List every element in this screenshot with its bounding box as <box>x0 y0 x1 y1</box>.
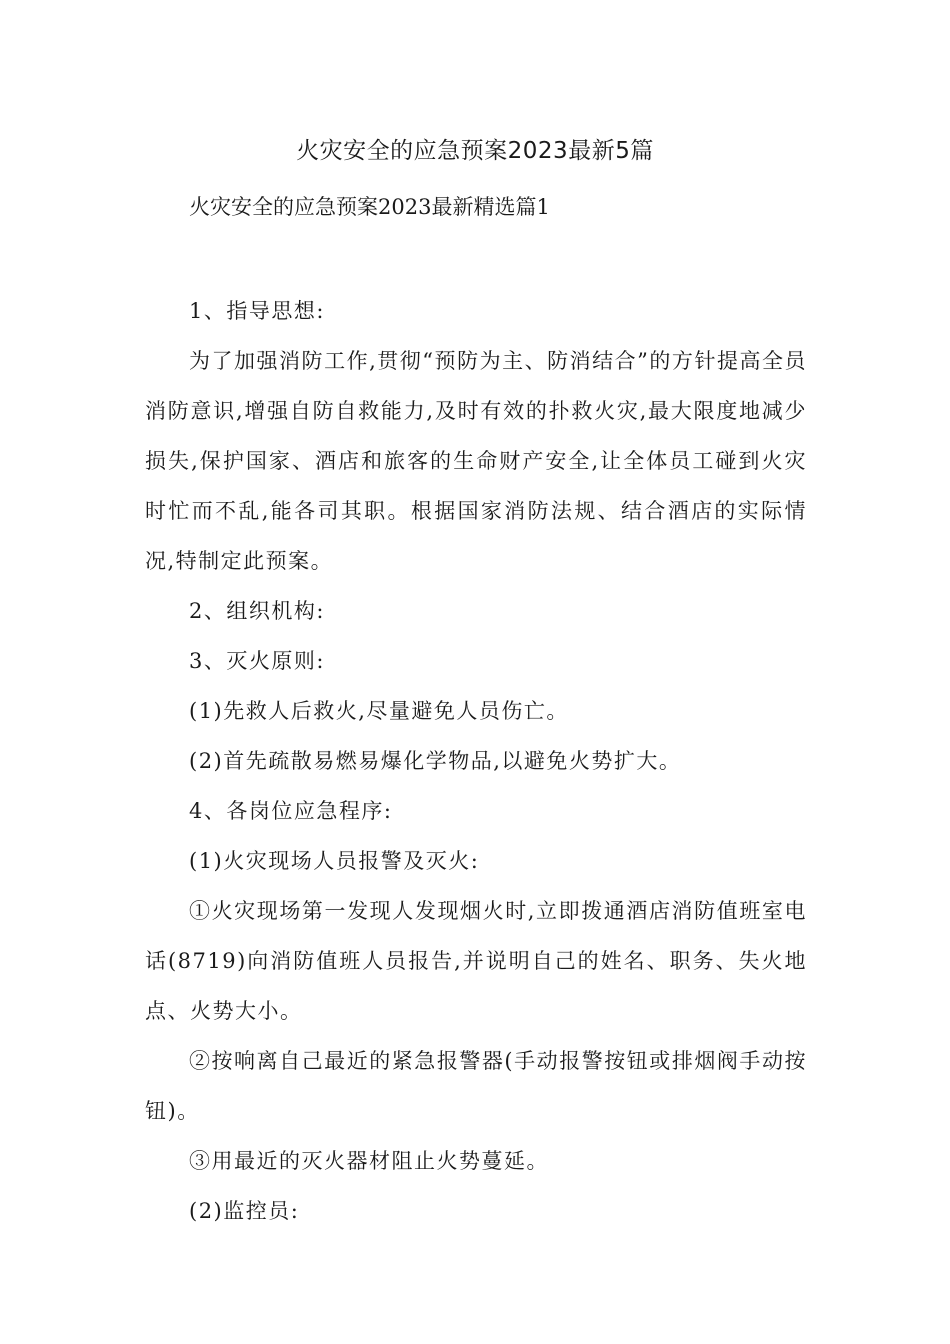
paragraph-procedure-1: (1)火灾现场人员报警及灭火: <box>189 849 480 873</box>
document-body <box>145 182 807 1236</box>
paragraph-principles: 3、灭火原则: <box>189 649 325 673</box>
section-subtitle: 火灾安全的应急预案2023最新精选篇1 <box>189 195 550 219</box>
paragraph-principle-1: (1)先救人后救火,尽量避免人员伤亡。 <box>189 699 569 723</box>
paragraph-procedures: 4、各岗位应急程序: <box>189 799 393 823</box>
paragraph-guiding-idea: 1、指导思想: <box>189 299 325 323</box>
paragraph-purpose: 为了加强消防工作,贯彻“预防为主、防消结合”的方针提高全员消防意识,增强自防自救能力,及时有效的扑救火灾,最大限度地减少损失,保护国家、酒店和旅客的生命财产安全,让全体员工碰到火灾时忙而不乱,能各司其职。根据国家消防法规、结合酒店的实际情况,特制定此预案。 <box>145 349 807 573</box>
document-title: 火灾安全的应急预案2023最新5篇 <box>296 138 654 164</box>
paragraph-step-3: ③用最近的灭火器材阻止火势蔓延。 <box>189 1149 549 1173</box>
paragraph-step-1: ①火灾现场第一发现人发现烟火时,立即拨通酒店消防值班室电话(8719)向消防值班人员报告,并说明自己的姓名、职务、失火地点、火势大小。 <box>145 899 807 1023</box>
paragraph-monitor: (2)监控员: <box>189 1199 300 1223</box>
paragraph-step-2: ②按响离自己最近的紧急报警器(手动报警按钮或排烟阀手动按钮)。 <box>145 1049 807 1123</box>
paragraph-organization: 2、组织机构: <box>189 599 325 623</box>
paragraph-principle-2: (2)首先疏散易燃易爆化学物品,以避免火势扩大。 <box>189 749 682 773</box>
